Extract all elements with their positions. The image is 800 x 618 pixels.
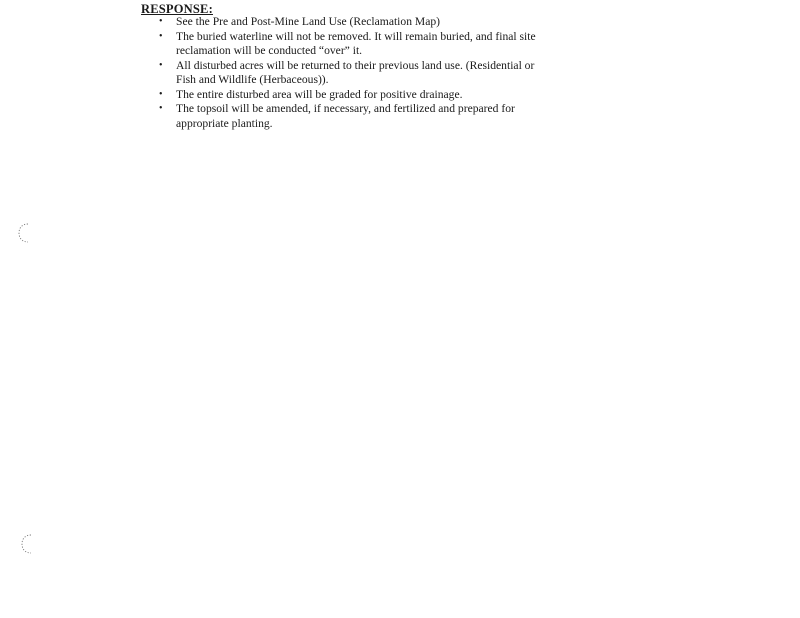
list-item-text: The topsoil will be amended, if necessary, and fertilized and prepared for appropriate planting. xyxy=(176,102,515,130)
bullet-icon: • xyxy=(159,16,163,27)
response-heading: RESPONSE: xyxy=(141,2,213,16)
list-item xyxy=(157,102,549,131)
list-item xyxy=(157,88,549,103)
bullet-icon: • xyxy=(159,88,163,100)
binder-punch-hole-icon xyxy=(16,222,34,244)
list-item-text: All disturbed acres will be returned to their previous land use. (Residential or Fish and Wildlife (Herbaceous)). xyxy=(176,58,535,86)
list-item xyxy=(157,30,549,59)
list-item-text: The entire disturbed area will be graded for positive drainage. xyxy=(176,87,463,101)
list-item xyxy=(157,15,549,30)
bullet-icon: • xyxy=(159,59,163,71)
list-item-text: See the Pre and Post-Mine Land Use (Reclamation Map) xyxy=(176,15,441,28)
bullet-icon: • xyxy=(159,103,163,114)
bullet-icon: • xyxy=(159,30,163,42)
binder-punch-hole-icon xyxy=(19,533,37,555)
response-bullet-list xyxy=(157,15,549,131)
list-item-text: The buried waterline will not be removed. It will remain buried, and final site reclamation will be conducted “over” it. xyxy=(176,29,536,57)
list-item xyxy=(157,59,549,88)
